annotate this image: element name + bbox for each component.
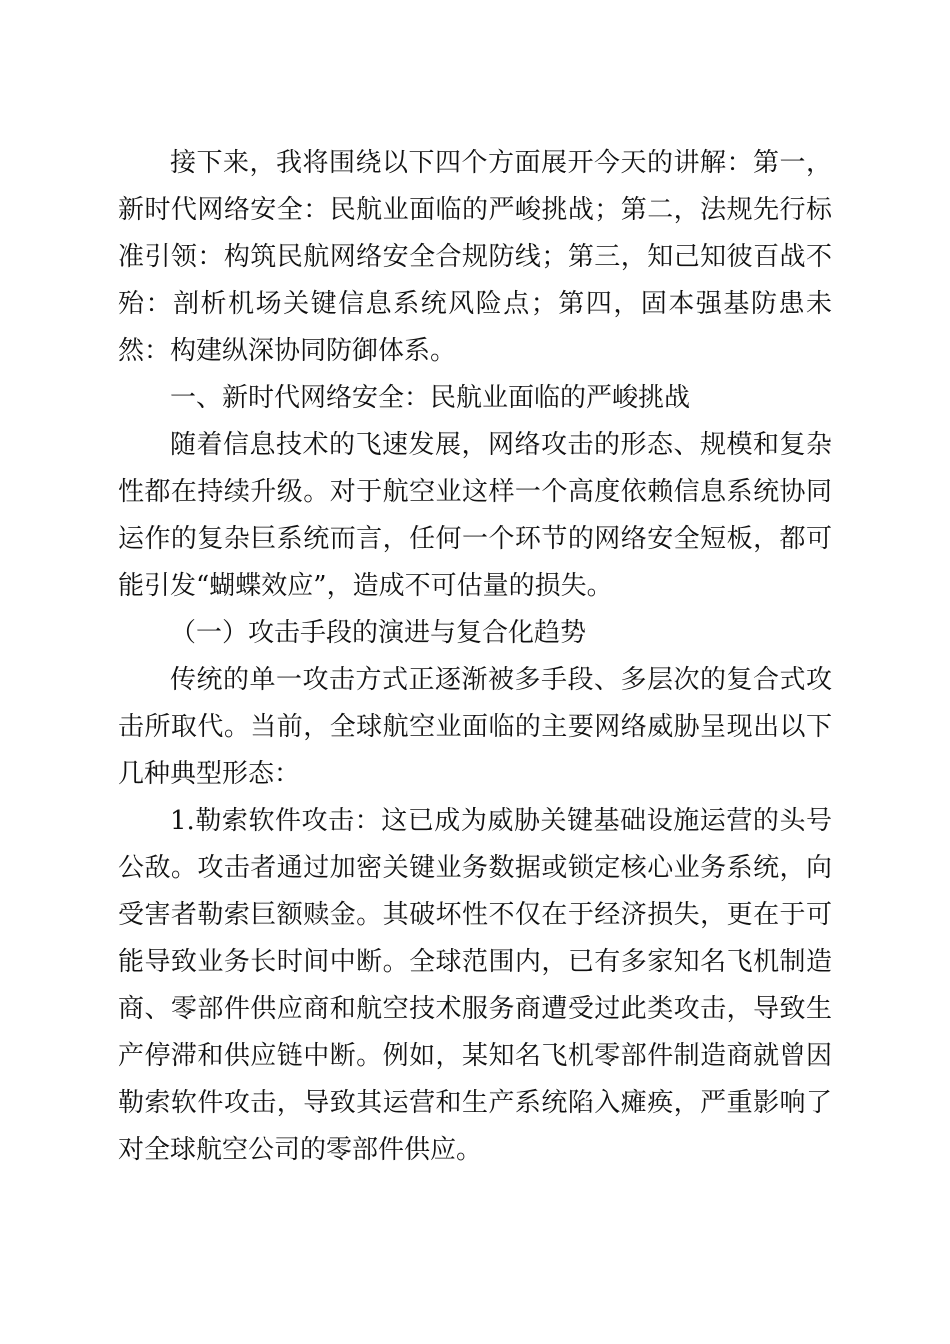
section-paragraph: 随着信息技术的飞速发展，网络攻击的形态、规模和复杂性都在持续升级。对于航空业这样一个高度依赖信息系统协同运作的复杂巨系统而言，任何一个环节的网络安全短板，都可能引发“蝴蝶效应”，造成不可估量的损失。 [118, 430, 832, 601]
subsection-paragraph: 传统的单一攻击方式正逐渐被多手段、多层次的复合式攻击所取代。当前，全球航空业面临的主要网络威胁呈现出以下几种典型形态： [118, 665, 832, 789]
list-item-1: 1.勒索软件攻击：这已成为威胁关键基础设施运营的头号公敌。攻击者通过加密关键业务数据或锁定核心业务系统，向受害者勒索巨额赎金。其破坏性不仅在于经济损失，更在于可能导致业务长时间中断。全球范围内，已有多家知名飞机制造商、零部件供应商和航空技术服务商遭受过此类攻击，导致生产停滞和供应链中断。例如，某知名飞机零部件制造商就曾因勒索软件攻击，导致其运营和生产系统陷入瘫痪，严重影响了对全球航空公司的零部件供应。 [118, 806, 832, 1165]
subsection-heading: （一）攻击手段的演进与复合化趋势 [170, 618, 587, 648]
document-body [118, 140, 832, 1174]
section-heading: 一、新时代网络安全：民航业面临的严峻挑战 [170, 383, 691, 413]
intro-paragraph: 接下来，我将围绕以下四个方面展开今天的讲解：第一，新时代网络安全：民航业面临的严峻挑战；第二，法规先行标准引领：构筑民航网络安全合规防线；第三，知己知彼百战不殆：剖析机场关键信息系统风险点；第四，固本强基防患未然：构建纵深协同防御体系。 [118, 148, 832, 366]
